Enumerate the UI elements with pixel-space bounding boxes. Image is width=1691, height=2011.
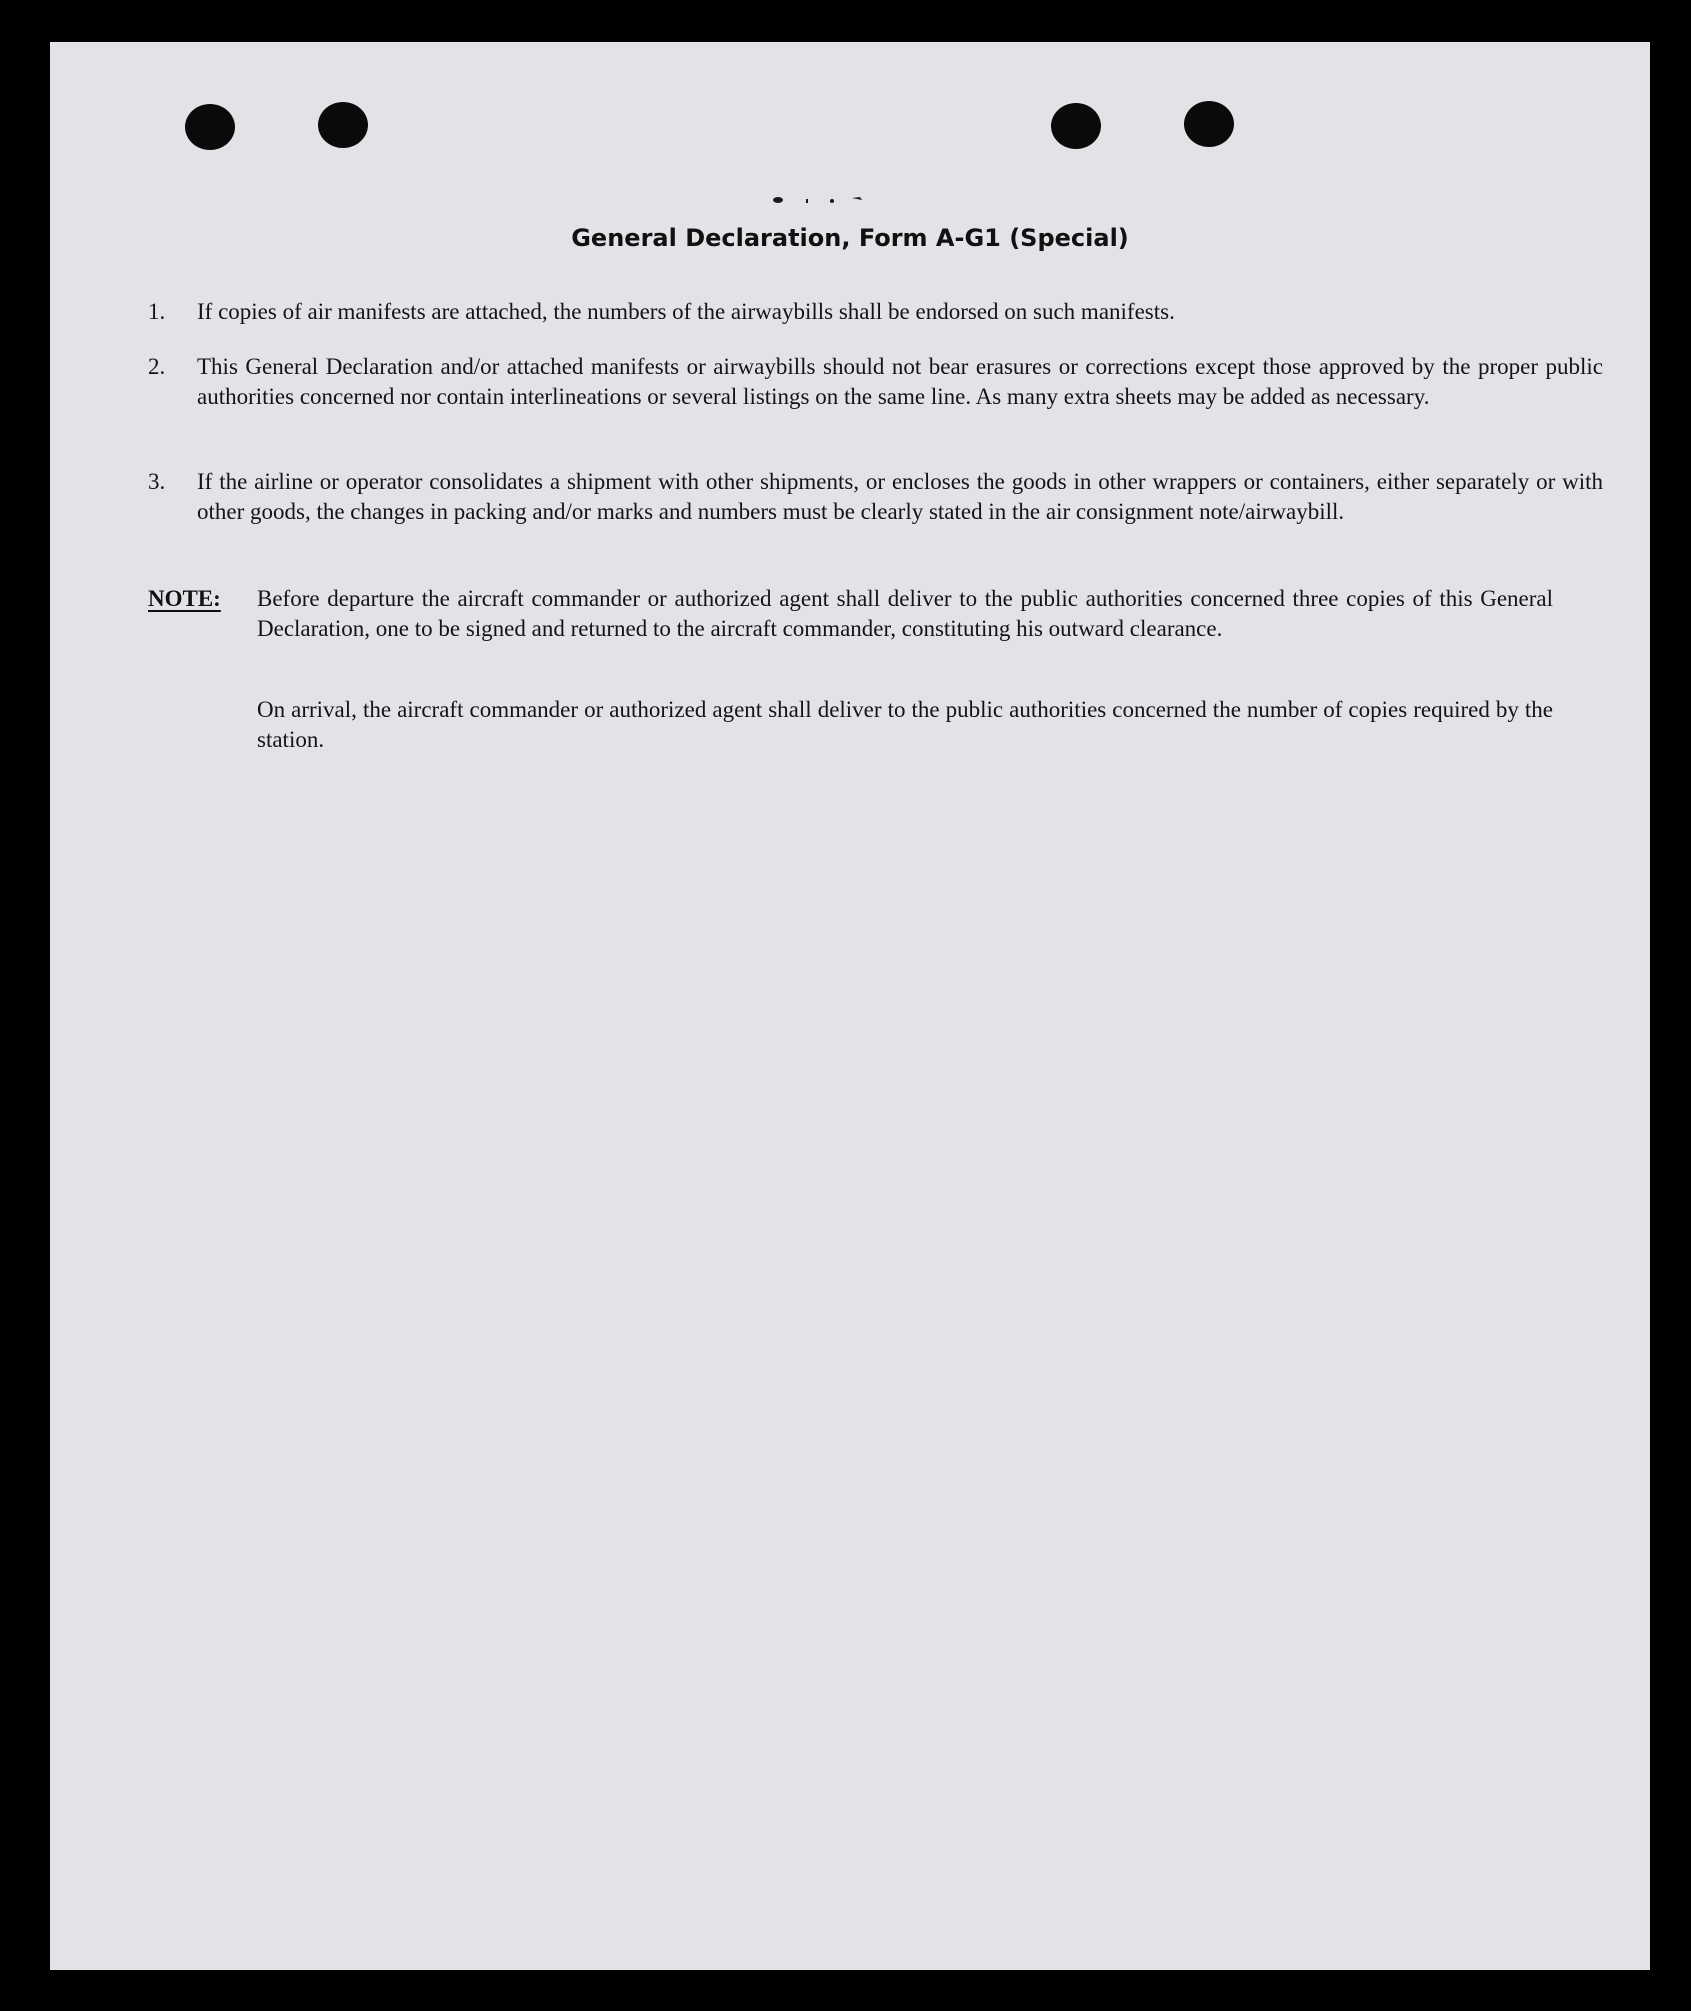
item-text: If copies of air manifests are attached, the numbers of the airwaybills shall be endorsed on such manifests. — [197, 299, 1175, 324]
item-number: 3. — [148, 469, 166, 494]
instruction-item-1 — [148, 297, 1603, 327]
item-text: This General Declaration and/or attached manifests or airwaybills should not bear erasures or corrections except those approved by the proper public authorities concerned nor contain interlineations or several listings on the same line. As many extra sheets may be added as necessary. — [197, 354, 1603, 409]
form-title: General Declaration, Form A-G1 (Special) — [571, 224, 1129, 252]
note-label: NOTE: — [148, 586, 221, 611]
instruction-item-2 — [148, 352, 1603, 412]
punch-hole-right-2 — [1184, 101, 1234, 147]
note-paragraph-arrival: On arrival, the aircraft commander or authorized agent shall deliver to the public authorities concerned the number of copies required by the station. — [257, 697, 1553, 752]
punch-hole-right-1 — [1051, 103, 1101, 149]
ink-specks — [768, 194, 878, 206]
item-text: If the airline or operator consolidates a shipment with other shipments, or encloses the goods in other wrappers or containers, either separately or with other goods, the changes in packing and/or marks and numbers must be clearly stated in the air consignment note/airwaybill. — [197, 469, 1603, 524]
note-paragraph-departure: Before departure the aircraft commander or authorized agent shall deliver to the public authorities concerned three copies of this General Declaration, one to be signed and returned to the aircraft commander, constituting his outward clearance. — [257, 586, 1553, 641]
document-page — [50, 42, 1650, 1970]
instruction-item-3 — [148, 467, 1603, 527]
item-number: 1. — [148, 299, 166, 324]
item-number: 2. — [148, 354, 166, 379]
punch-hole-left-1 — [185, 104, 235, 150]
punch-hole-left-2 — [318, 102, 368, 148]
